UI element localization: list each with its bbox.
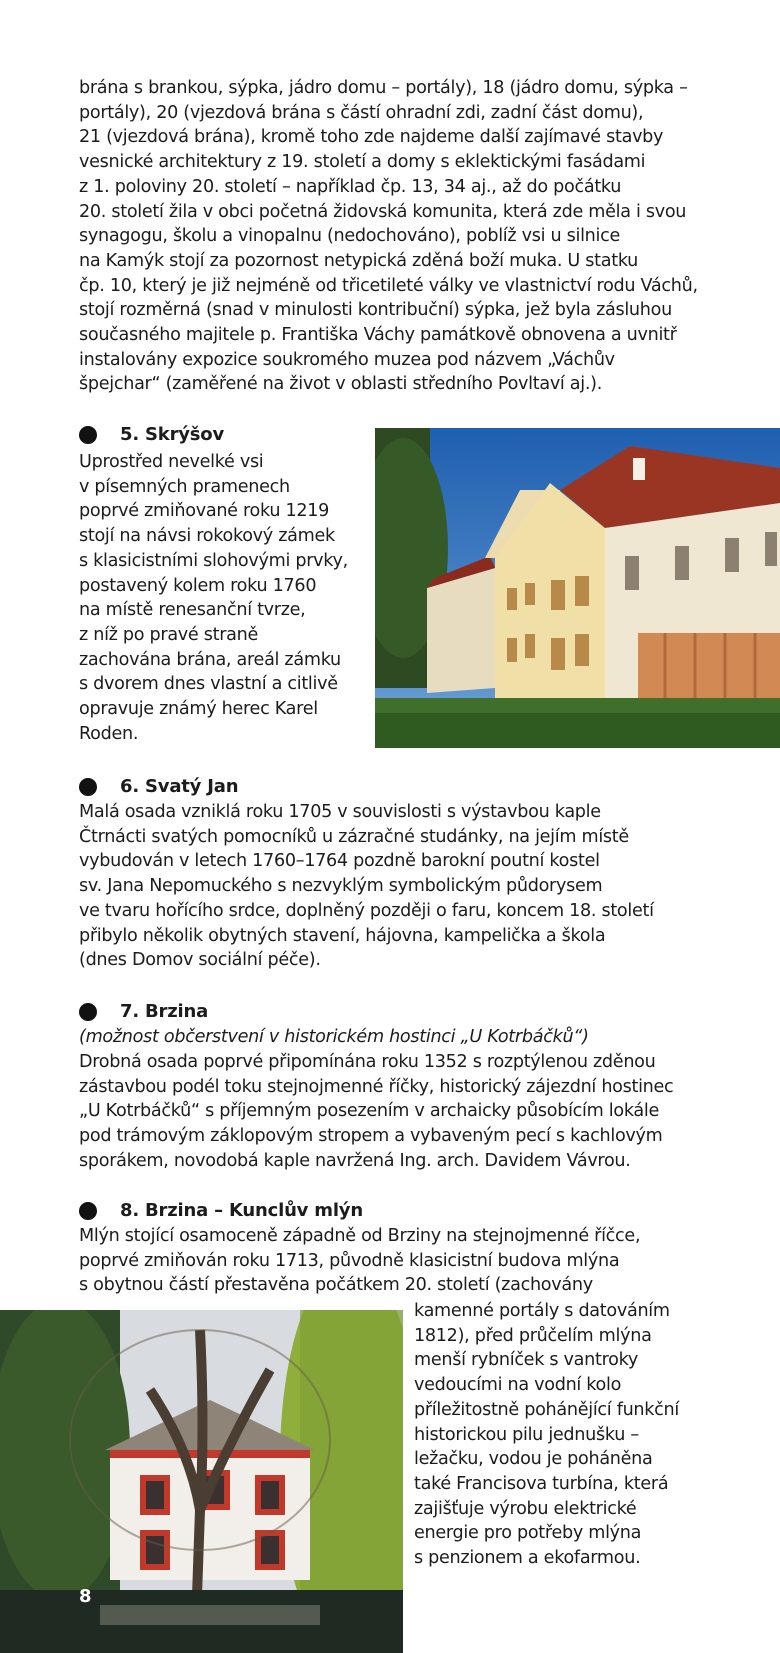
section-title: 6. Svatý Jan	[120, 776, 239, 797]
page-number: 8	[79, 1586, 92, 1607]
section-subtitle-brzina: (možnost občerstvení v historickém hostinci „U Kotrbáčků“)	[79, 1027, 589, 1047]
bullet-icon	[79, 1003, 97, 1021]
section-text-brzina: Drobná osada poprvé připomínána roku 1352 s rozptýlenou zděnou zástavbou podél toku stejnojmenné říčky, historický zájezdní hostinec „U Kotrbáčků“ s příjemným posezením v archaicky působícím lokále pod trámovým záklopovým stropem a vybaveným pecí s kachlovým sporákem, novodobá kaple navržená Ing. arch. Davidem Vávrou.	[79, 1052, 674, 1171]
bullet-icon	[79, 1202, 97, 1220]
section-title: 8. Brzina – Kunclův mlýn	[120, 1200, 363, 1221]
bullet-icon	[79, 426, 97, 444]
intro-paragraph: brána s brankou, sýpka, jádro domu – portály), 18 (jádro domu, sýpka – portály), 20 (vjezdová brána s částí ohradní zdi, zadní část domu), 21 (vjezdová brána), kromě toho zde najdeme další zajímavé stavby vesnické architektury z 19. století a domy s eklektickými fasádami z 1. poloviny 20. století – například čp. 13, 34 aj., až do počátku 20. století žila v obci početná židovská komunita, která zde měla i svou synagogu, školu a vinopalnu (nedochováno), poblíž vsi u silnice na Kamýk stojí za pozornost netypická zděná boží muka. U statku čp. 10, který je již nejméně od třicetileté války ve vlastnictví rodu Váchů, stojí rozměrná (snad v minulosti kontribuční) sýpka, jež byla zásluhou současného majitele p. Františka Váchy památkově obnovena a uvnitř instalovány expozice soukromého muzea pod názvem „Váchův špejchar“ (zaměřené na život v oblasti středního Povltaví aj.).	[79, 78, 698, 395]
mill-photo	[0, 1310, 403, 1653]
section-title: 5. Skrýšov	[120, 424, 224, 445]
section-text-skrysov: Uprostřed nevelké vsi v písemných pramenech poprvé zmiňované roku 1219 stojí na návsi rokokový zámek s klasicistními slohovými prvky, postavený kolem roku 1760 na místě renesanční tvrze, z níž po pravé straně zachována brána, areál zámku s dvorem dnes vlastní a citlivě opravuje známý herec Karel Roden.	[79, 452, 348, 744]
section-text-svaty-jan: Malá osada vzniklá roku 1705 v souvislosti s výstavbou kaple Čtrnácti svatých pomocníků u zázračné studánky, na jejím místě vybudován v letech 1760–1764 pozdně barokní poutní kostel sv. Jana Nepomuckého s nezvyklým symbolickým půdorysem ve tvaru hořícího srdce, doplněný později o faru, koncem 18. století přibylo několik obytných stavení, hájovna, kampelička a škola (dnes Domov sociální péče).	[79, 802, 654, 971]
section-title: 7. Brzina	[120, 1001, 209, 1022]
section-text-kunclov-mlyn-continued: kamenné portály s datováním 1812), před průčelím mlýna menší rybníček s vantroky vedoucími na vodní kolo příležitostně pohánějící funkční historickou pilu jednušku – ležačku, vodou je poháněna také Francisova turbína, která zajišťuje výrobu elektrické energie pro potřeby mlýna s penzionem a ekofarmou.	[414, 1301, 679, 1569]
bullet-icon	[79, 778, 97, 796]
chateau-photo	[375, 428, 780, 748]
section-text-kunclov-mlyn: Mlýn stojící osamoceně západně od Brziny na stejnojmenné říčce, poprvé zmiňován roku 1713, původně klasicistní budova mlýna s obytnou částí přestavěna počátkem 20. století (zachovány	[79, 1226, 641, 1296]
